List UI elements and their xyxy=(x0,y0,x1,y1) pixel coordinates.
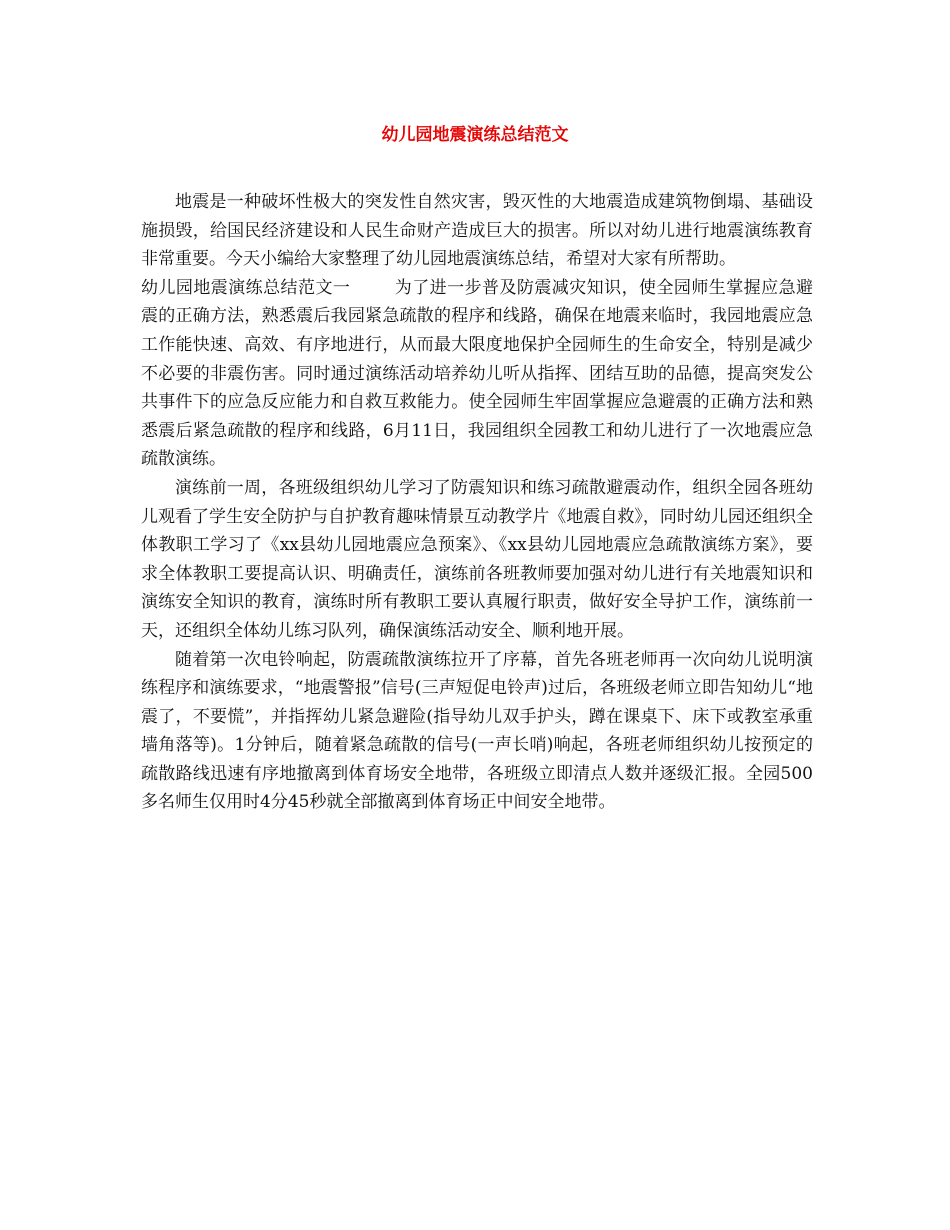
paragraph-intro: 地震是一种破坏性极大的突发性自然灾害，毁灭性的大地震造成建筑物倒塌、基础设施损毁，给国民经济建设和人民生命财产造成巨大的损害。所以对幼儿进行地震演练教育非常重要。今天小编给大家整理了幼儿园地震演练总结，希望对大家有所帮助。 xyxy=(141,192,813,270)
section-heading: 幼儿园地震演练总结范文一 xyxy=(141,277,351,298)
page-title: 幼儿园地震演练总结范文 xyxy=(381,125,569,145)
document-body xyxy=(141,188,813,817)
section-one-text: 为了进一步普及防震减灾知识，使全园师生掌握应急避震的正确方法，熟悉震后我园紧急疏散的程序和线路，确保在地震来临时，我园地震应急工作能快速、高效、有序地进行，从而最大限度地保护全园师生的生命安全，特别是减少不必要的非震伤害。同时通过演练活动培养幼儿听从指挥、团结互助的品德，提高突发公共事件下的应急反应能力和自救互救能力。使全园师生牢固掌握应急避震的正确方法和熟悉震后紧急疏散的程序和线路，6月11日，我园组织全园教工和幼儿进行了一次地震应急疏散演练。 xyxy=(141,277,814,470)
paragraph-during-drill: 随着第一次电铃响起，防震疏散演练拉开了序幕，首先各班老师再一次向幼儿说明演练程序和演练要求，“地震警报”信号(三声短促电铃声)过后，各班级老师立即告知幼儿“地震了，不要慌”，并指挥幼儿紧急避险(指导幼儿双手护头，蹲在课桌下、床下或教室承重墙角落等)。1分钟后，随着紧急疏散的信号(一声长哨)响起，各班老师组织幼儿按预定的疏散路线迅速有序地撤离到体育场安全地带，各班级立即清点人数并逐级汇报。全园500多名师生仅用时4分45秒就全部撤离到体育场正中间安全地带。 xyxy=(141,649,813,813)
paragraph-section-one xyxy=(141,274,813,474)
paragraph-before-drill: 演练前一周，各班级组织幼儿学习了防震知识和练习疏散避震动作，组织全园各班幼儿观看了学生安全防护与自护教育趣味情景互动教学片《地震自救》，同时幼儿园还组织全体教职工学习了《xx县幼儿园地震应急预案》、《xx县幼儿园地震应急疏散演练方案》，要求全体教职工要提高认识、明确责任，演练前各班教师要加强对幼儿进行有关地震知识和演练安全知识的教育，演练时所有教职工要认真履行职责，做好安全导护工作，演练前一天，还组织全体幼儿练习队列，确保演练活动安全、顺利地开展。 xyxy=(141,477,813,641)
